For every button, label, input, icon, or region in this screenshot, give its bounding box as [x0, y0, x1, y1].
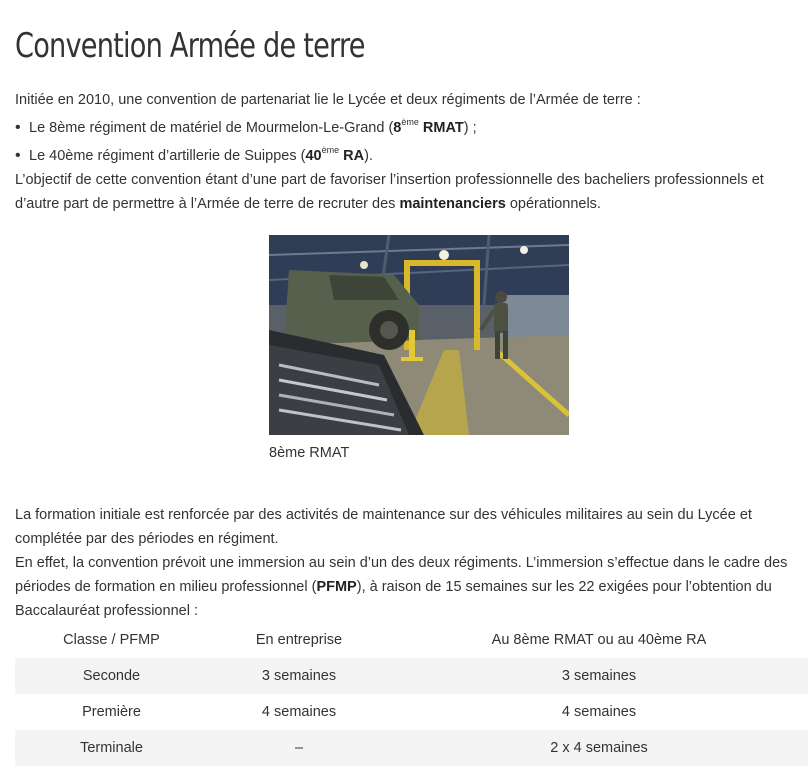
table-cell: 4 semaines: [561, 704, 637, 720]
table-cell: 4 semaines: [261, 704, 337, 720]
table-header-row: [15, 622, 808, 658]
formation-line-3: En effet, la convention prévoit une immersion au sein d’un des deux régiments. L’immersion s’effectue dans le cadre des: [15, 555, 788, 571]
table-row: [15, 658, 808, 694]
bullet-text: Le 40ème régiment d’artillerie de Suippes (: [29, 148, 306, 164]
table-cell: Seconde: [15, 658, 208, 694]
objective-bold: maintenanciers: [399, 196, 506, 212]
formation-line-2: complétée par des périodes en régiment.: [15, 531, 279, 547]
figure-caption: 8ème RMAT: [269, 445, 350, 461]
bullet-bold-number: 40: [305, 148, 322, 164]
table-cell: 3 semaines: [208, 658, 390, 694]
table-header: En entreprise: [255, 632, 343, 648]
bullet-bold-unit: RA: [339, 148, 365, 164]
objective-text-end: opérationnels.: [505, 196, 601, 212]
bullet-bold-number: 8: [393, 120, 402, 136]
bullet-text-end: ) ;: [463, 120, 477, 136]
formation-line-1: La formation initiale est renforcée par des activités de maintenance sur des véhicules militaires au sein du Lycée et: [15, 507, 752, 523]
formation-line-5: Baccalauréat professionnel :: [15, 603, 198, 619]
photo-illustration: [269, 235, 569, 435]
bullet-superscript: ème: [321, 145, 340, 155]
formation-text-end: ), à raison de 15 semaines sur les 22 exigées pour l’obtention du: [356, 579, 772, 595]
table-cell: –: [208, 730, 390, 766]
table-cell: Terminale: [15, 730, 208, 766]
bullet-bold-unit: RMAT: [418, 120, 464, 136]
objective-line-1: L’objectif de cette convention étant d’une part de favoriser l’insertion professionnelle des bacheliers professionnels et: [15, 172, 764, 188]
formation-text: périodes de formation en milieu professionnel (: [15, 579, 317, 595]
bullet-superscript: ème: [401, 117, 419, 127]
objective-text: d’autre part de permettre à l’Armée de terre de recruter des: [15, 196, 400, 212]
military-vehicle-workshop-photo: [269, 235, 569, 435]
bullet-text: Le 8ème régiment de matériel de Mourmelon-Le-Grand (: [29, 120, 394, 136]
objective-line-2: [15, 192, 764, 216]
figure: [269, 235, 569, 461]
page-title: Convention Armée de terre: [15, 26, 365, 66]
table-cell: 2 x 4 semaines: [390, 730, 808, 766]
list-item: [29, 116, 477, 140]
pfmp-bold: PFMP: [316, 579, 357, 595]
formation-paragraph-2: [15, 551, 787, 623]
table-header: Classe / PFMP: [63, 632, 160, 648]
intro-paragraph: Initiée en 2010, une convention de partenariat lie le Lycée et deux régiments de l’Armée de terre :: [15, 92, 641, 108]
table-row: [15, 694, 808, 730]
pfmp-table: [15, 622, 808, 766]
bullet-text-end: ).: [364, 148, 373, 164]
list-item: [29, 144, 373, 168]
table-cell: 3 semaines: [390, 658, 808, 694]
table-cell: Première: [82, 704, 141, 720]
formation-paragraph-1: [15, 503, 752, 551]
table-header: Au 8ème RMAT ou au 40ème RA: [491, 632, 707, 648]
objective-paragraph: [15, 168, 764, 216]
formation-line-4: [15, 575, 787, 599]
table-row: [15, 730, 808, 766]
